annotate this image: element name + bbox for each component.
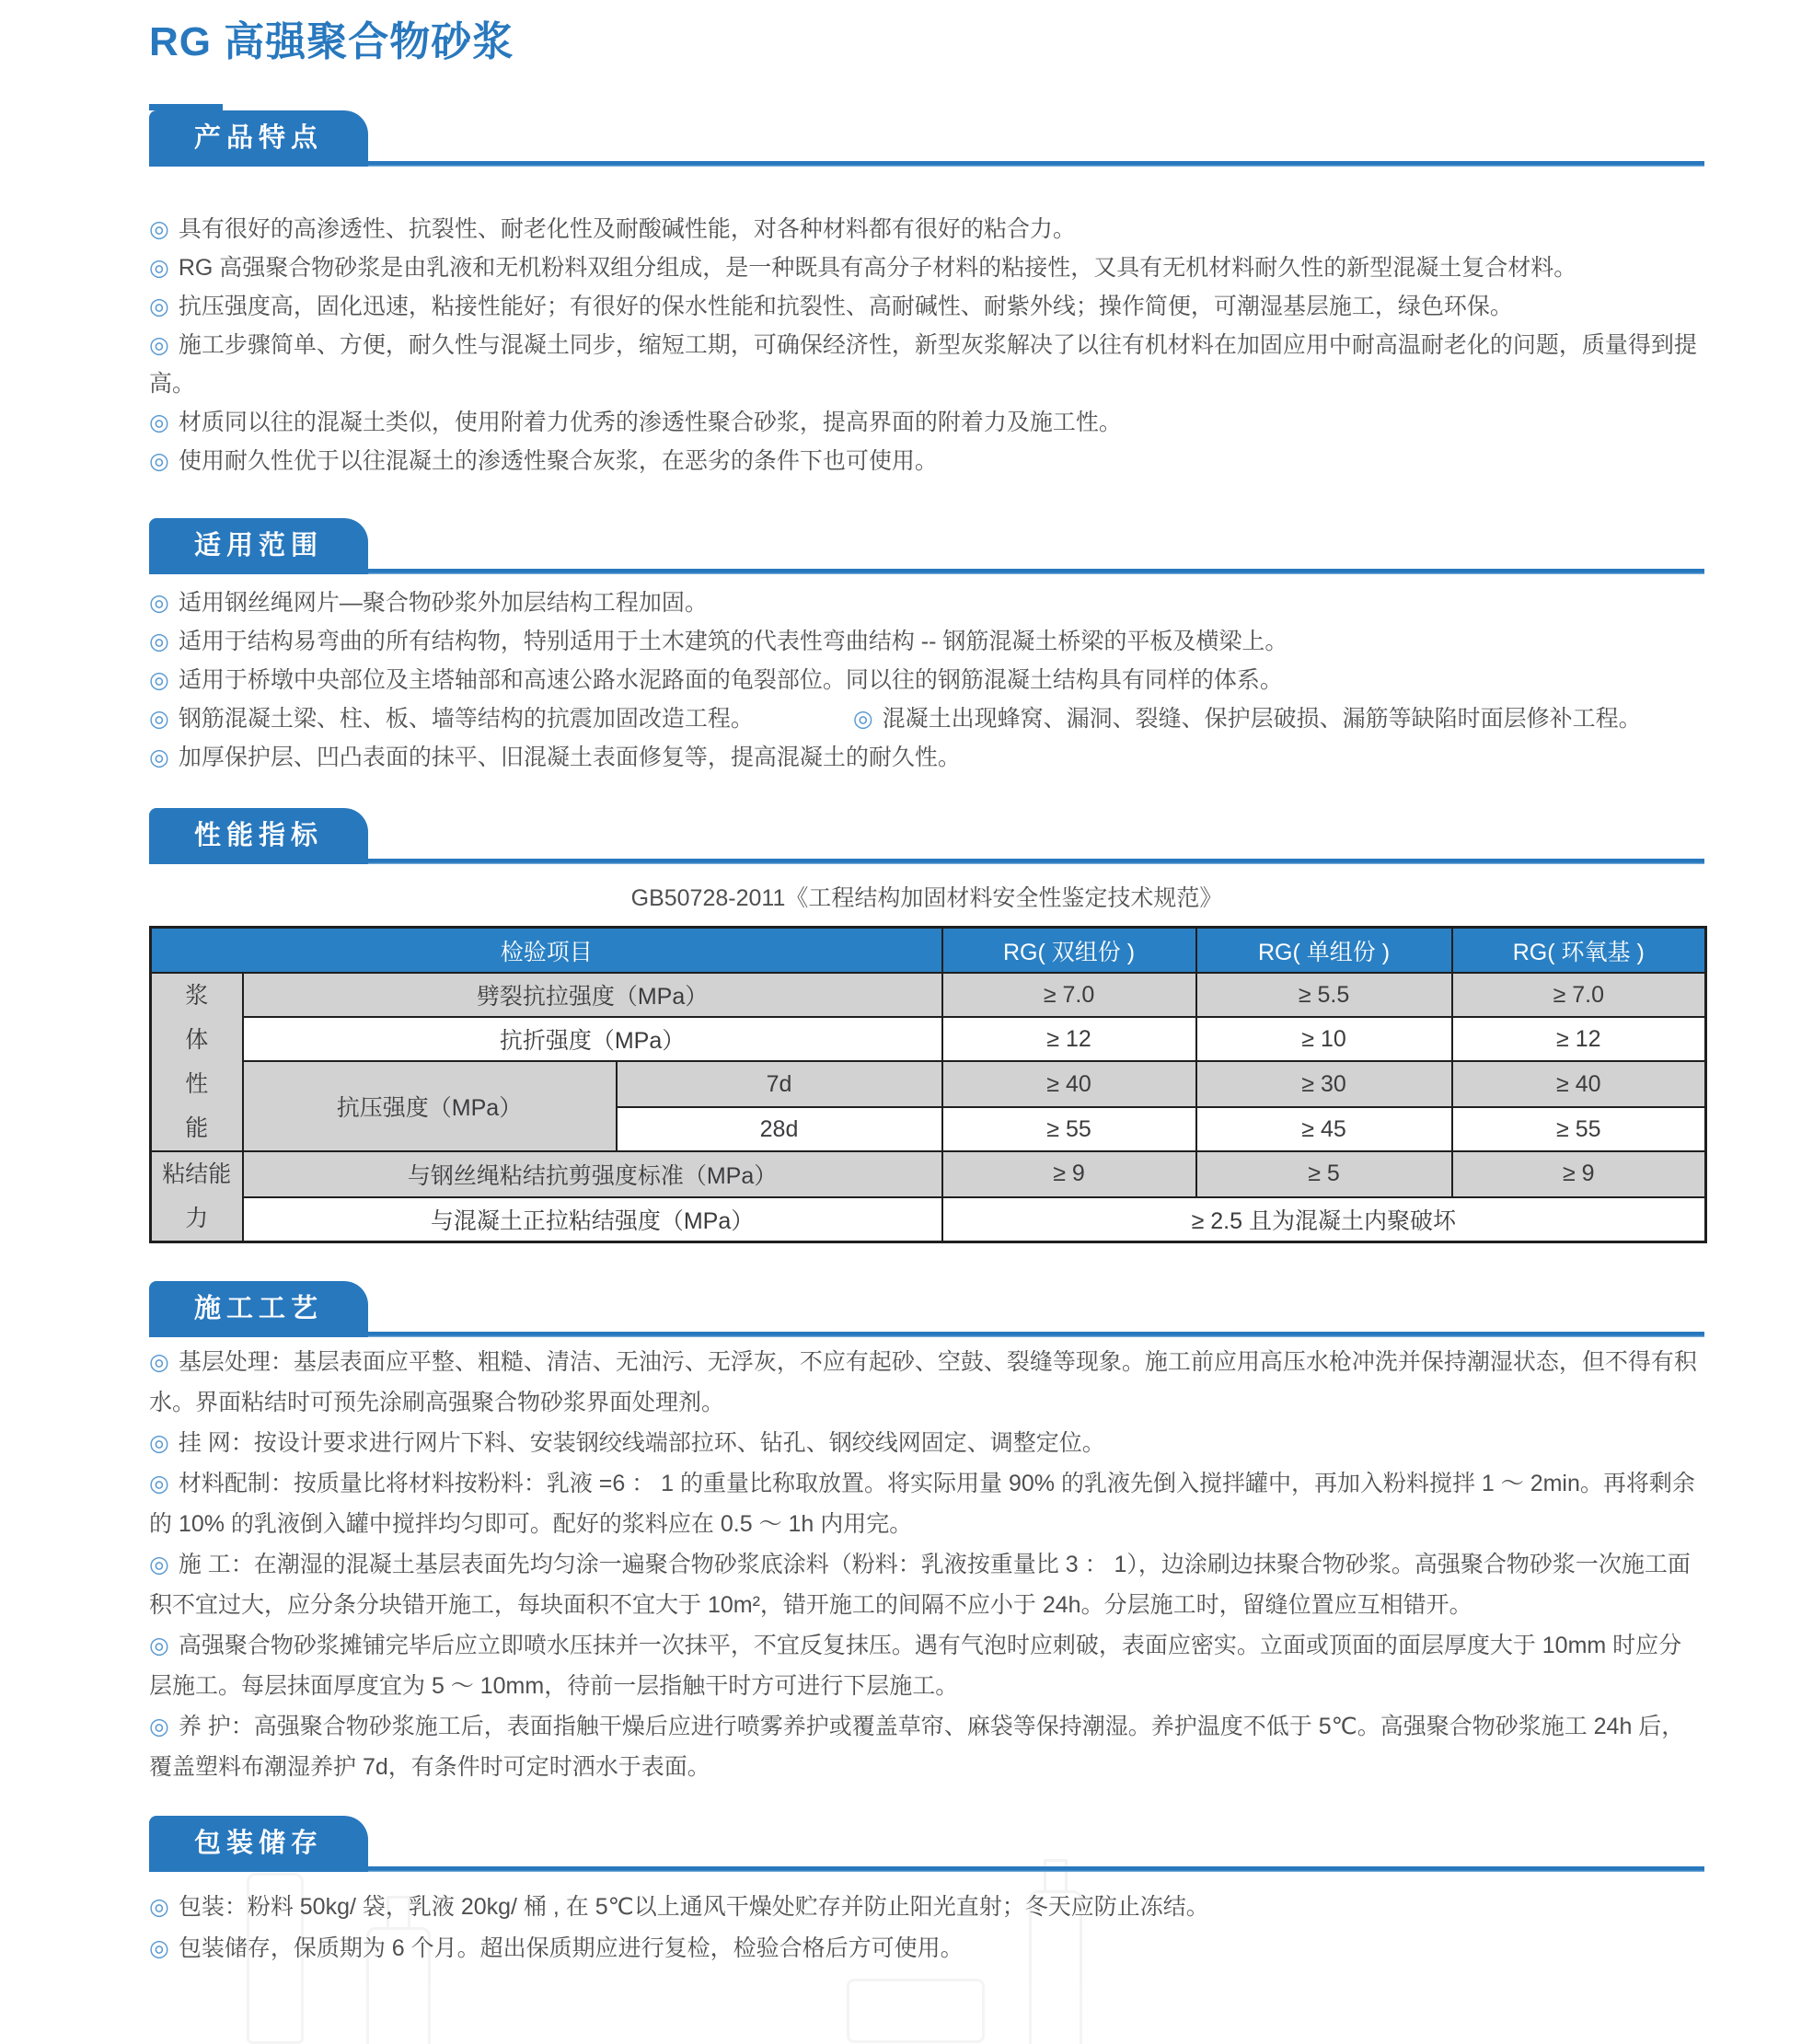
features-list [149,210,1704,480]
table-cell: ≥ 5.5 [1196,973,1452,1017]
bullet-row [149,1706,1704,1787]
bullet-text: 包装：粉料 50kg/ 袋，乳液 20kg/ 桶 , 在 5℃以上通风干燥处贮存并防止阳光直射；冬天应防止冻结。 [178,1894,1209,1921]
label-cell-28d: 28d [617,1107,942,1151]
list-item [149,629,1288,654]
bullet-icon: ◎ [149,1935,169,1962]
section-badge [149,110,368,167]
title-underline [149,104,223,110]
table-cell: ≥ 55 [1452,1107,1706,1151]
table-cell: ≥ 45 [1196,1107,1452,1151]
bullet-icon: ◎ [149,1552,169,1578]
list-item [149,1471,1695,1537]
table-cell: ≥ 40 [942,1061,1196,1107]
label-cell-pull: 与混凝土正拉粘结强度（MPa） [243,1197,942,1242]
list-item [149,1714,1684,1780]
table-cell: ≥ 10 [1196,1017,1452,1061]
table-cell: ≥ 9 [942,1151,1196,1196]
bullet-icon: ◎ [149,744,169,770]
bullet-text: 适用于结构易弯曲的所有结构物，特别适用于土木建筑的代表性弯曲结构 -- 钢筋混凝土桥梁的平板及横梁上。 [178,628,1288,654]
section-title: 性能指标 [193,820,323,850]
header-cell-rge: RG( 环氧基 ) [1452,927,1706,973]
bullet-row [149,1463,1704,1544]
list-item [149,332,1697,397]
bullet-text: 挂 网：按设计要求进行网片下料、安装钢绞线端部拉环、钻孔、钢绞线网固定、调整定位。 [178,1430,1105,1457]
list-item [149,1552,1691,1618]
bullet-text: RG 高强聚合物砂浆是由乳液和无机粉料双组分组成，是一种既具有高分子材料的粘接性，又具有无机材料耐久性的新型混凝土复合材料。 [178,254,1577,281]
section-badge [149,1281,368,1337]
table-cell: ≥ 12 [942,1017,1196,1061]
bullet-row [149,326,1704,403]
list-item [149,667,1283,693]
list-item [853,706,1642,732]
performance-table [149,926,1707,1244]
section-title: 产品特点 [193,122,323,153]
list-item [149,706,754,732]
table-cell-merged: ≥ 2.5 且为混凝土内聚破坏 [942,1197,1706,1242]
section-header-features [149,110,1704,167]
bullet-row [149,442,1704,480]
bullet-row [149,1423,1704,1463]
table-cell: ≥ 12 [1452,1017,1706,1061]
section-rule [149,859,1704,864]
table-cell: ≥ 7.0 [942,973,1196,1017]
label-cell-compressive: 抗压强度（MPa） [243,1061,617,1151]
header-cell-rg1: RG( 单组份 ) [1196,927,1452,973]
table-caption: GB50728-2011《工程结构加固材料安全性鉴定技术规范》 [630,884,1223,911]
list-item [149,1894,1209,1920]
bullet-text: 具有很好的高渗透性、抗裂性、耐老化性及耐酸碱性能，对各种材料都有很好的粘合力。 [178,215,1076,242]
bullet-row [149,661,1704,699]
table-row [151,1151,1706,1196]
bullet-icon: ◎ [149,215,169,242]
bullet-text: 基层处理：基层表面应平整、粗糙、清洁、无油污、无浮灰，不应有起砂、空鼓、裂缝等现象。施工前应用高压水枪冲洗并保持潮湿状态，但不得有积水。界面粘结时可预先涂刷高强聚合物砂浆界面处理剂。 [149,1349,1697,1416]
label-cell-flexural: 抗折强度（MPa） [243,1017,942,1061]
list-item [149,448,938,474]
bullet-row [149,210,1704,248]
table-row [151,973,1706,1017]
section-rule [149,1332,1704,1337]
bullet-icon: ◎ [149,331,169,358]
label-cell-shear: 与钢丝绳粘结抗剪强度标准（MPa） [243,1151,942,1196]
bullet-text: 适用于桥墩中央部位及主塔轴部和高速公路水泥路面的龟裂部位。同以往的钢筋混凝土结构具有同样的体系。 [178,666,1283,693]
group-cell-paste [151,973,243,1151]
bullet-text: 高强聚合物砂浆摊铺完毕后应立即喷水压抹并一次抹平，不宜反复抹压。遇有气泡时应刺破，表面应密实。立面或顶面的面层厚度大于 10mm 时应分层施工。每层抹面厚度宜为 5 ～ 10mm，待前一层指触干时方可进行下层施工。 [149,1633,1682,1700]
bullet-row [149,403,1704,442]
section-header-performance [149,808,1704,864]
bullet-text: 适用钢丝绳网片—聚合物砂浆外加层结构工程加固。 [178,589,708,616]
packaging-list [149,1887,1704,1969]
section-title: 施工工艺 [193,1294,323,1324]
section-rule [149,569,1704,574]
bullet-icon: ◎ [149,1471,169,1497]
bullet-text: 施工步骤简单、方便，耐久性与混凝土同步，缩短工期，可确保经济性，新型灰浆解决了以往有机材料在加固应用中耐高温耐老化的问题，质量得到提高。 [149,331,1697,397]
table-header-row [151,927,1706,973]
bullet-icon: ◎ [149,705,169,732]
group-label: 粘结能力 [162,1161,232,1232]
bullet-row [149,1544,1704,1625]
table-cell: ≥ 9 [1452,1151,1706,1196]
scope-list [149,583,1704,777]
bullet-text: 养 护：高强聚合物砂浆施工后，表面指触干燥后应进行喷雾养护或覆盖草帘、麻袋等保持潮湿。养护温度不低于 5℃。高强聚合物砂浆施工 24h 后，覆盖塑料布潮湿养护 7d，有条件时可定时洒水于表面。 [149,1714,1685,1781]
list-item [149,255,1576,281]
bullet-icon: ◎ [149,666,169,693]
bullet-icon: ◎ [149,1349,169,1376]
bullet-row [149,1342,1704,1423]
table-row [151,1017,1706,1061]
bullet-icon: ◎ [149,628,169,654]
section-packaging [149,1816,1704,1969]
bullet-text: 材料配制：按质量比将材料按粉料：乳液 =6 ： 1 的重量比称取放置。将实际用量 90% 的乳液先倒入搅拌罐中，再加入粉料搅拌 1 ～ 2min。再将剩余的 10% 的乳液倒入罐中搅拌均匀即可。配好的浆料应在 0.5 ～ 1h 内用完。 [149,1471,1695,1538]
section-badge [149,808,368,864]
bullet-row [149,583,1704,622]
bullet-text: 混凝土出现蜂窝、漏洞、裂缝、保护层破损、漏筋等缺陷时面层修补工程。 [882,705,1642,732]
list-item [149,1349,1697,1415]
bullet-row [149,1625,1704,1706]
bullet-text: 加厚保护层、凹凸表面的抹平、旧混凝土表面修复等，提高混凝土的耐久性。 [178,744,961,770]
list-item [149,590,708,616]
watermark-jug [847,1979,985,2043]
table-cell: ≥ 40 [1452,1061,1706,1107]
section-scope [149,518,1704,777]
section-rule [149,1866,1704,1872]
list-item [149,216,1076,242]
table-row [151,1061,1706,1107]
list-item [149,1935,964,1961]
group-cell-bond [151,1151,243,1242]
list-item [149,745,961,770]
bullet-icon: ◎ [852,705,873,732]
bullet-icon: ◎ [149,589,169,616]
list-item [149,1430,1105,1456]
section-header-packaging [149,1816,1704,1872]
bullet-row [149,699,1704,738]
table-cell: ≥ 30 [1196,1061,1452,1107]
section-title: 包装储存 [193,1829,323,1859]
bullet-icon: ◎ [149,1894,169,1921]
list-item [149,1633,1681,1699]
section-process [149,1281,1704,1787]
bullet-text: 包装储存，保质期为 6 个月。超出保质期应进行复检，检验合格后方可使用。 [178,1935,964,1962]
list-item [149,410,1122,435]
bullet-icon: ◎ [149,447,169,474]
section-performance [149,808,1704,1244]
bullet-text: 使用耐久性优于以往混凝土的渗透性聚合灰浆，在恶劣的条件下也可使用。 [178,447,938,474]
page-title: RG 高强聚合物砂浆 [149,19,514,64]
table-cell: ≥ 7.0 [1452,973,1706,1017]
bullet-icon: ◎ [149,1633,169,1659]
bullet-text: 钢筋混凝土梁、柱、板、墙等结构的抗震加固改造工程。 [178,705,754,732]
header-cell-rg2: RG( 双组份 ) [942,927,1196,973]
bullet-row [149,1928,1704,1969]
section-rule [149,161,1704,167]
bullet-text: 抗压强度高，固化迅速，粘接性能好；有很好的保水性能和抗裂性、高耐碱性、耐紫外线；操作简便，可潮湿基层施工，绿色环保。 [178,293,1513,319]
bullet-icon: ◎ [149,1430,169,1457]
header-cell-item: 检验项目 [151,927,942,973]
bullet-row [149,622,1704,661]
table-row [151,1197,1706,1242]
bullet-icon: ◎ [149,254,169,281]
process-list [149,1342,1704,1787]
section-badge [149,1816,368,1872]
bullet-icon: ◎ [149,1714,169,1740]
bullet-text: 材质同以往的混凝土类似，使用附着力优秀的渗透性聚合砂浆，提高界面的附着力及施工性。 [178,409,1122,435]
section-features [149,110,1704,480]
section-badge [149,518,368,574]
bullet-icon: ◎ [149,409,169,435]
bullet-row [149,738,1704,777]
section-header-scope [149,518,1704,574]
group-label: 浆体性能 [185,983,209,1142]
list-item [149,294,1513,319]
bullet-row [149,248,1704,287]
section-header-process [149,1281,1704,1337]
bullet-row [149,287,1704,326]
bullet-text: 施 工：在潮湿的混凝土基层表面先均匀涂一遍聚合物砂浆底涂料（粉料：乳液按重量比 3 ： 1），边涂刷边抹聚合物砂浆。高强聚合物砂浆一次施工面积不宜过大，应分条分块错开施工，每块面积不宜大于 10m²，错开施工的间隔不应小于 24h。分层施工时，留缝位置应互相错开。 [149,1552,1691,1619]
bullet-icon: ◎ [149,293,169,319]
label-cell-split-tensile: 劈裂抗拉强度（MPa） [243,973,942,1017]
label-cell-7d: 7d [617,1061,942,1107]
bullet-row [149,1887,1704,1928]
section-title: 适用范围 [193,530,323,560]
table-cell: ≥ 5 [1196,1151,1452,1196]
table-cell: ≥ 55 [942,1107,1196,1151]
